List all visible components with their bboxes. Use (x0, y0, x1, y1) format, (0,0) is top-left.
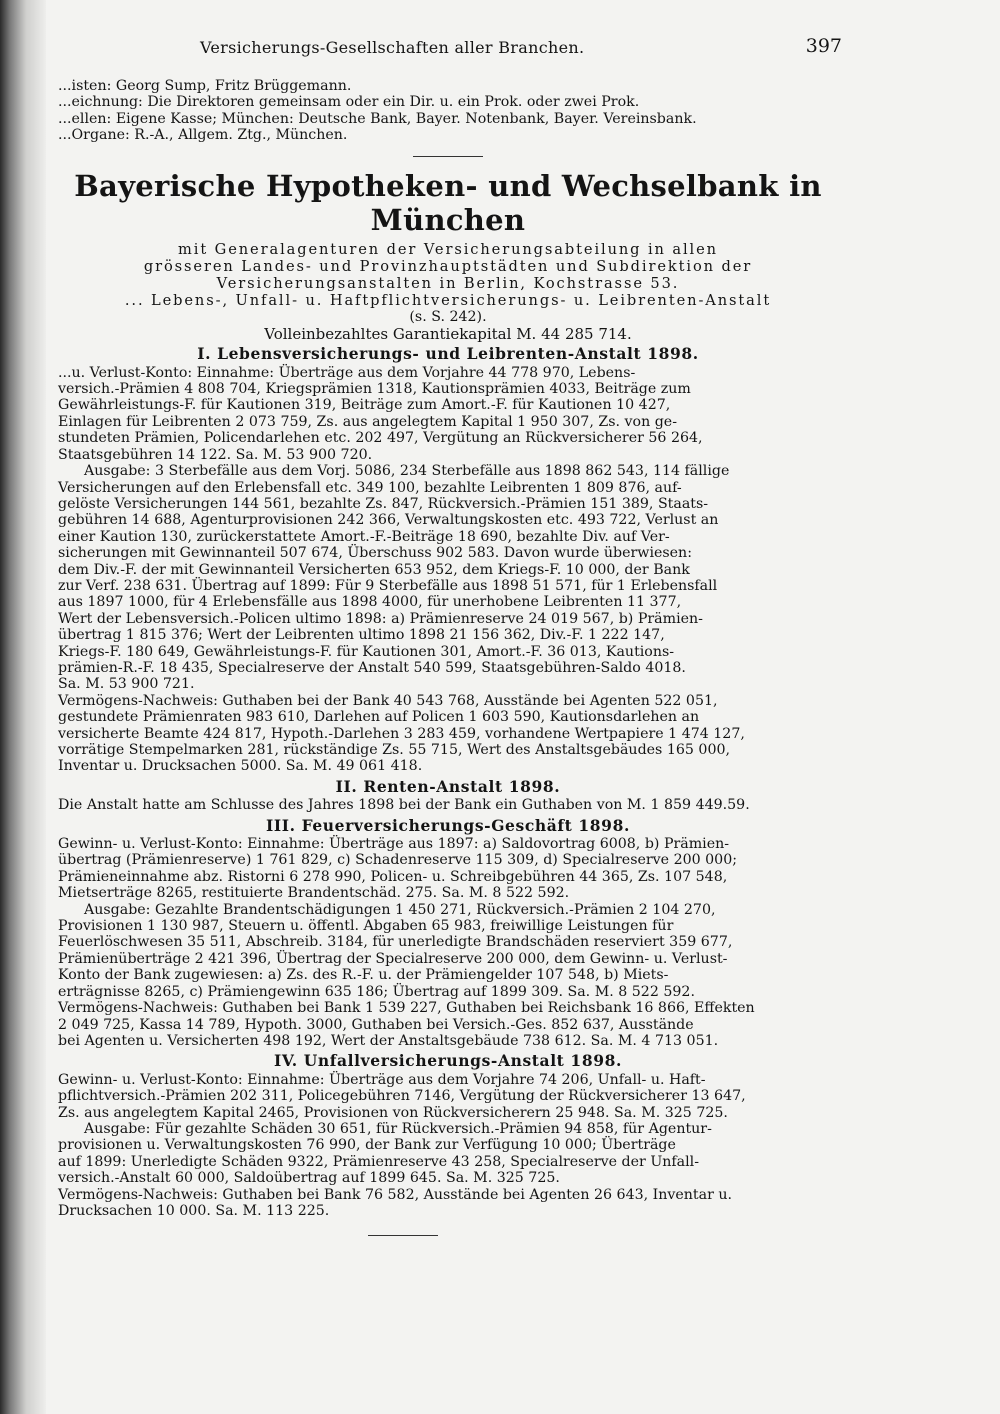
bank-intro (58, 241, 838, 310)
text-line: Gewährleistungs-F. für Kautionen 319, Beiträge zum Amort.-F. für Kautionen 10 427, (58, 397, 671, 414)
text-line: Staatsgebühren 14 122. Sa. M. 53 900 720. (58, 446, 373, 463)
section-heading-annuity: II. Renten-Anstalt 1898. (335, 776, 561, 796)
text-line: ...u. Verlust-Konto: Einnahme: Überträge aus dem Vorjahre 44 778 970, Lebens- (58, 364, 636, 381)
text-line: pflichtversich.-Prämien 202 311, Policegebühren 7146, Vergütung der Rückversicherer 13 647, (58, 1088, 746, 1105)
text-line: Vermögens-Nachweis: Guthaben bei Bank 76 582, Ausstände bei Agenten 26 643, Inventar u. (58, 1186, 733, 1203)
text-line: Vermögens-Nachweis: Guthaben bei der Bank 40 543 768, Ausstände bei Agenten 522 051, (58, 692, 718, 709)
text-line: versich.-Prämien 4 808 704, Kriegsprämien 1318, Kautionsprämien 4033, Beiträge zum (58, 381, 691, 398)
text-line: einer Kaution 130, zurückerstattete Amort.-F.-Beiträge 18 690, bezahlte Div. auf Ver- (58, 528, 670, 545)
text-line: stundeten Prämien, Policendarlehen etc. 202 497, Vergütung an Rückversicherer 56 264, (58, 430, 703, 447)
branches-line: ... Lebens-, Unfall- u. Haftpflichtversicherungs- u. Leibrenten-Anstalt (124, 292, 772, 310)
text-line: erträgnisse 8265, c) Prämiengewinn 635 186; Übertrag auf 1899 309. Sa. M. 8 522 592. (58, 983, 695, 1000)
text-line: Wert der Lebensversich.-Policen ultimo 1898: a) Prämienreserve 24 019 567, b) Prämien- (58, 610, 703, 627)
page-number: 397 (805, 35, 842, 57)
text-line: gestundete Prämienraten 983 610, Darlehen auf Policen 1 603 590, Kautionsdarlehen an (58, 709, 700, 726)
text-line: Provisionen 1 130 987, Steuern u. öffentl. Abgaben 65 983, freiwillige Leistungen für (58, 918, 674, 935)
page-content (58, 35, 842, 1236)
previous-entry (58, 78, 838, 144)
text-line: Versicherungen auf den Erlebensfall etc. 349 100, bezahlte Leibrenten 1 809 876, auf- (58, 479, 682, 496)
reference-line: (s. S. 242). (409, 309, 487, 326)
text-line: vorrätige Stempelmarken 281, rückständige Zs. 55 715, Wert des Anstaltsgebäudes 165 000, (58, 742, 731, 758)
text-line: prämien-R.-F. 18 435, Specialreserve der Anstalt 540 599, Staatsgebühren-Saldo 4018. (58, 659, 686, 676)
text-line: aus 1897 1000, für 4 Erlebensfälle aus 1898 4000, für unerhobene Leibrenten 11 377, (58, 594, 682, 611)
text-line: bei Agenten u. Versicherten 498 192, Wert der Anstaltsgebäude 738 612. Sa. M. 4 713 051. (58, 1032, 719, 1049)
text-line: gebühren 14 688, Agenturprovisionen 242 366, Verwaltungskosten etc. 493 722, Verlust an (58, 512, 719, 529)
end-rule (368, 1235, 438, 1236)
section-body-fire (58, 836, 838, 1049)
text-line: Prämieneinnahme abz. Ristorni 6 278 990, Policen- u. Schreibgebühren 44 365, Zs. 107 548, (58, 868, 728, 885)
text-line: zur Verf. 238 631. Übertrag auf 1899: Für 9 Sterbefälle aus 1898 51 571, für 1 Erlebensfall (58, 577, 718, 594)
text-line: Mietserträge 8265, restituierte Brandentschäd. 275. Sa. M. 8 522 592. (58, 885, 570, 902)
text-line: auf 1899: Unerledigte Schäden 9322, Prämienreserve 43 258, Specialreserve der Unfall- (58, 1153, 699, 1170)
running-header (58, 35, 842, 64)
text-line: Konto der Bank zugewiesen: a) Zs. des R.-F. u. der Prämiengelder 107 548, b) Miets- (58, 967, 669, 984)
section-heading-life: I. Lebensversicherungs- und Leibrenten-Anstalt 1898. (197, 344, 699, 364)
text-line: Zs. aus angelegtem Kapital 2465, Provisionen von Rückversicherern 25 948. Sa. M. 325 725. (58, 1104, 728, 1121)
intro-line: grösseren Landes- und Provinzhauptstädten und Subdirektion der (143, 257, 753, 275)
text-line: 2 049 725, Kassa 14 789, Hypoth. 3000, Guthaben bei Versich.-Ges. 852 637, Ausstände (58, 1016, 694, 1033)
text-line: Gewinn- u. Verlust-Konto: Einnahme: Überträge aus dem Vorjahre 74 206, Unfall- u. Haft- (58, 1071, 706, 1088)
prev-entry-line: ...isten: Georg Sump, Fritz Brüggemann. (58, 78, 352, 94)
text-line: Ausgabe: 3 Sterbefälle aus dem Vorj. 5086, 234 Sterbefälle aus 1898 862 543, 114 fällige (84, 463, 730, 480)
running-title: Versicherungs-Gesellschaften aller Branchen. (200, 38, 585, 57)
text-line: provisionen u. Verwaltungskosten 76 990, der Bank zur Verfügung 10 000; Überträge (58, 1137, 676, 1154)
text-line: Feuerlöschwesen 35 511, Abschreib. 3184, für unerledigte Brandschäden reserviert 359 677, (58, 934, 733, 951)
text-line: Gewinn- u. Verlust-Konto: Einnahme: Überträge aus 1897: a) Saldovortrag 6008, b) Prämien- (58, 836, 730, 853)
section-body-annuity (58, 797, 838, 813)
section-heading-accident: IV. Unfallversicherungs-Anstalt 1898. (274, 1051, 622, 1071)
section-body-accident (58, 1072, 838, 1220)
text-line: Kriegs-F. 180 649, Gewährleistungs-F. für Kautionen 301, Amort.-F. 36 013, Kautions- (58, 643, 675, 660)
prev-entry-line: ...eichnung: Die Direktoren gemeinsam oder ein Dir. u. ein Prok. oder zwei Prok. (58, 94, 640, 111)
text-line: Vermögens-Nachweis: Guthaben bei Bank 1 539 227, Guthaben bei Reichsbank 16 866, Effekten (58, 1000, 755, 1017)
bank-title: Bayerische Hypotheken- und Wechselbank in München (74, 168, 822, 237)
text-line: Inventar u. Drucksachen 5000. Sa. M. 49 061 418. (58, 758, 423, 775)
text-line: Sa. M. 53 900 721. (58, 676, 195, 693)
section-heading-fire: III. Feuerversicherungs-Geschäft 1898. (266, 815, 630, 835)
text-line: Drucksachen 10 000. Sa. M. 113 225. (58, 1202, 330, 1219)
text-line: versich.-Anstalt 60 000, Saldoübertrag auf 1899 645. Sa. M. 325 725. (58, 1170, 560, 1187)
section-body-life (58, 365, 838, 775)
intro-line: Versicherungsanstalten in Berlin, Kochstrasse 53. (216, 275, 680, 293)
binding-gutter (0, 0, 46, 1414)
text-line: versicherte Beamte 424 817, Hypoth.-Darlehen 3 283 459, vorhandene Wertpapiere 1 474 127, (58, 725, 745, 742)
text-line: Ausgabe: Gezahlte Brandentschädigungen 1 450 271, Rückversich.-Prämien 2 104 270, (84, 901, 716, 918)
text-line: übertrag (Prämienreserve) 1 761 829, c) Schadenreserve 115 309, d) Specialreserve 200 000; (58, 852, 738, 869)
text-line: Einlagen für Leibrenten 2 073 759, Zs. aus angelegtem Kapital 1 950 307, Zs. von ge- (58, 413, 677, 430)
text-line: Prämienüberträge 2 421 396, Übertrag der Specialreserve 200 000, dem Gewinn- u. Verlust- (58, 950, 728, 967)
text-line: Ausgabe: Für gezahlte Schäden 30 651, für Rückversich.-Prämien 94 858, für Agentur- (84, 1120, 712, 1137)
text-line: Die Anstalt hatte am Schlusse des Jahres 1898 bei der Bank ein Guthaben von M. 1 859 449.59. (58, 797, 750, 814)
capital-line: Volleinbezahltes Garantiekapital M. 44 285 714. (264, 324, 632, 343)
prev-entry-line: ...ellen: Eigene Kasse; München: Deutsche Bank, Bayer. Notenbank, Bayer. Vereinsbank. (58, 110, 697, 127)
text-line: sicherungen mit Gewinnanteil 507 674, Überschuss 902 583. Davon wurde überwiesen: (58, 545, 692, 562)
prev-entry-line: ...Organe: R.-A., Allgem. Ztg., München. (58, 127, 348, 144)
separator-rule (413, 156, 483, 157)
text-line: gelöste Versicherungen 144 561, bezahlte Zs. 847, Rückversich.-Prämien 151 389, Staats- (58, 495, 709, 512)
text-line: dem Div.-F. der mit Gewinnanteil Versicherten 653 952, dem Kriegs-F. 10 000, der Bank (58, 561, 690, 578)
intro-line: mit Generalagenturen der Versicherungsabteilung in allen (178, 240, 718, 258)
text-line: übertrag 1 815 376; Wert der Leibrenten ultimo 1898 21 156 362, Div.-F. 1 222 147, (58, 627, 665, 644)
